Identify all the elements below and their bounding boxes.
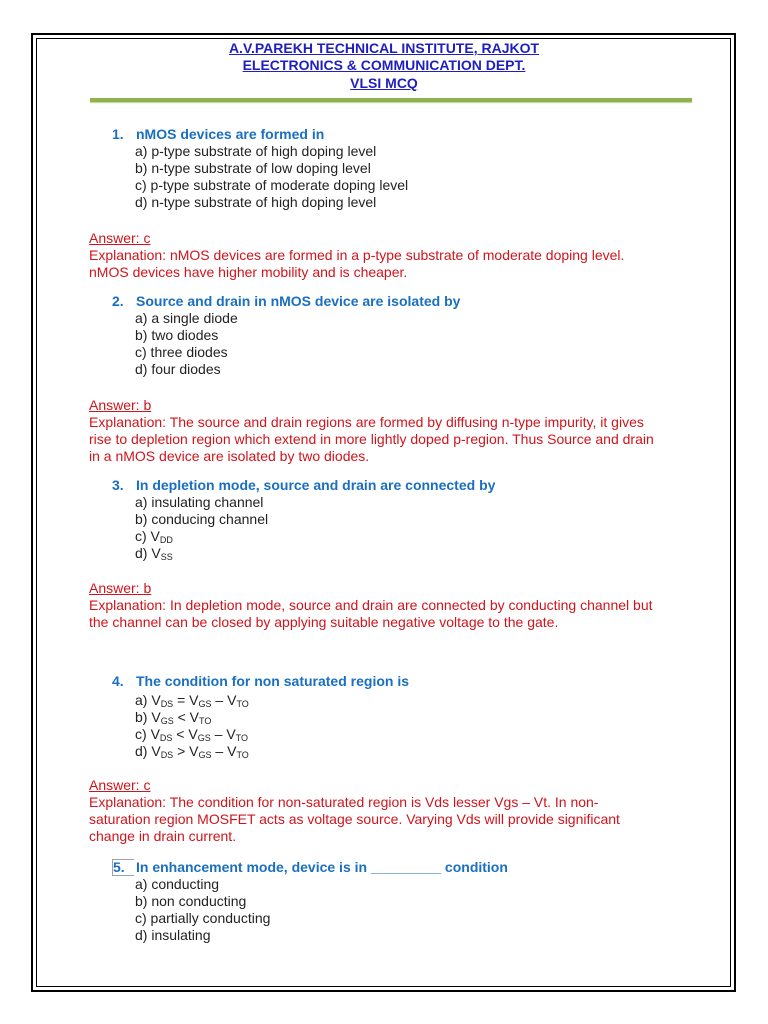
q5-option-b: b) non conducting [135,893,247,909]
q4-explanation-line-2: saturation region MOSFET acts as voltage source. Varying Vds will provide significant [89,811,620,827]
q5-option-d: d) insulating [135,927,211,943]
subject-title: VLSI MCQ [350,75,418,91]
q4-option-d: d) $V_{DS} > V_{GS} - V_{TO}$ [135,743,249,760]
q3-option-a: a) insulating channel [135,494,264,510]
question-4: 4. The condition for non saturated region is [112,673,410,689]
q5-option-c: c) partially conducting [135,910,271,926]
header-divider [90,98,692,102]
department-title: ELECTRONICS & COMMUNICATION DEPT. [242,57,526,73]
question-1: 1. nMOS devices are formed in [112,126,325,142]
q2-option-a: a) a single diode [135,310,238,326]
q1-explanation-line-1: Explanation: nMOS devices are formed in a p-type substrate of moderate doping level. [89,247,625,263]
q3-option-d: d) $V_{SS}$ [135,545,173,562]
q3-answer: Answer: b [89,580,152,596]
q1-option-a: a) p-type substrate of high doping level [135,143,377,159]
q2-option-b: b) two diodes [135,327,219,343]
question-5: 5. In enhancement mode, device is in _________ condition [113,859,508,875]
question-3: 3. In depletion mode, source and drain are connected by [112,477,496,493]
q4-option-a: a) $V_{DS} = V_{GS} - V_{TO}$ [135,692,249,709]
q4-answer: Answer: c [89,777,151,793]
q2-option-c: c) three diodes [135,344,228,360]
q2-explanation-line-1: Explanation: The source and drain regions are formed by diffusing n-type impurity, it gives [89,414,644,430]
q4-option-b: b) $V_{GS} < V_{TO}$ [135,709,212,726]
q1-answer: Answer: c [89,230,151,246]
q5-option-a: a) conducting [135,876,220,892]
institute-title: A.V.PAREKH TECHNICAL INSTITUTE, RAJKOT [228,40,540,56]
q3-explanation-line-1: Explanation: In depletion mode, source and drain are connected by conducting channel but [89,597,653,613]
q1-option-c: c) p-type substrate of moderate doping level [135,177,409,193]
question-2: 2. Source and drain in nMOS device are isolated by [112,293,461,309]
q3-option-c: c) $V_{DD}$ [135,528,173,545]
q2-option-d: d) four diodes [135,361,221,377]
q4-explanation-line-3: change in drain current. [89,828,237,844]
q4-option-c: c) $V_{DS} < V_{GS} - V_{TO}$ [135,726,249,743]
q1-option-d: d) n-type substrate of high doping level [135,194,377,210]
q3-option-b: b) conducing channel [135,511,269,527]
q1-option-b: b) n-type substrate of low doping level [135,160,371,176]
q2-explanation-line-3: in a nMOS device are isolated by two diodes. [89,448,370,464]
q2-explanation-line-2: rise to depletion region which extend in more lightly doped p-region. Thus Source and drain [89,431,654,447]
q4-explanation-line-1: Explanation: The condition for non-saturated region is Vds lesser Vgs – Vt. In non- [89,794,599,810]
q2-answer: Answer: b [89,397,152,413]
q1-explanation-line-2: nMOS devices have higher mobility and is cheaper. [89,264,408,280]
q3-explanation-line-2: the channel can be closed by applying suitable negative voltage to the gate. [89,614,559,630]
